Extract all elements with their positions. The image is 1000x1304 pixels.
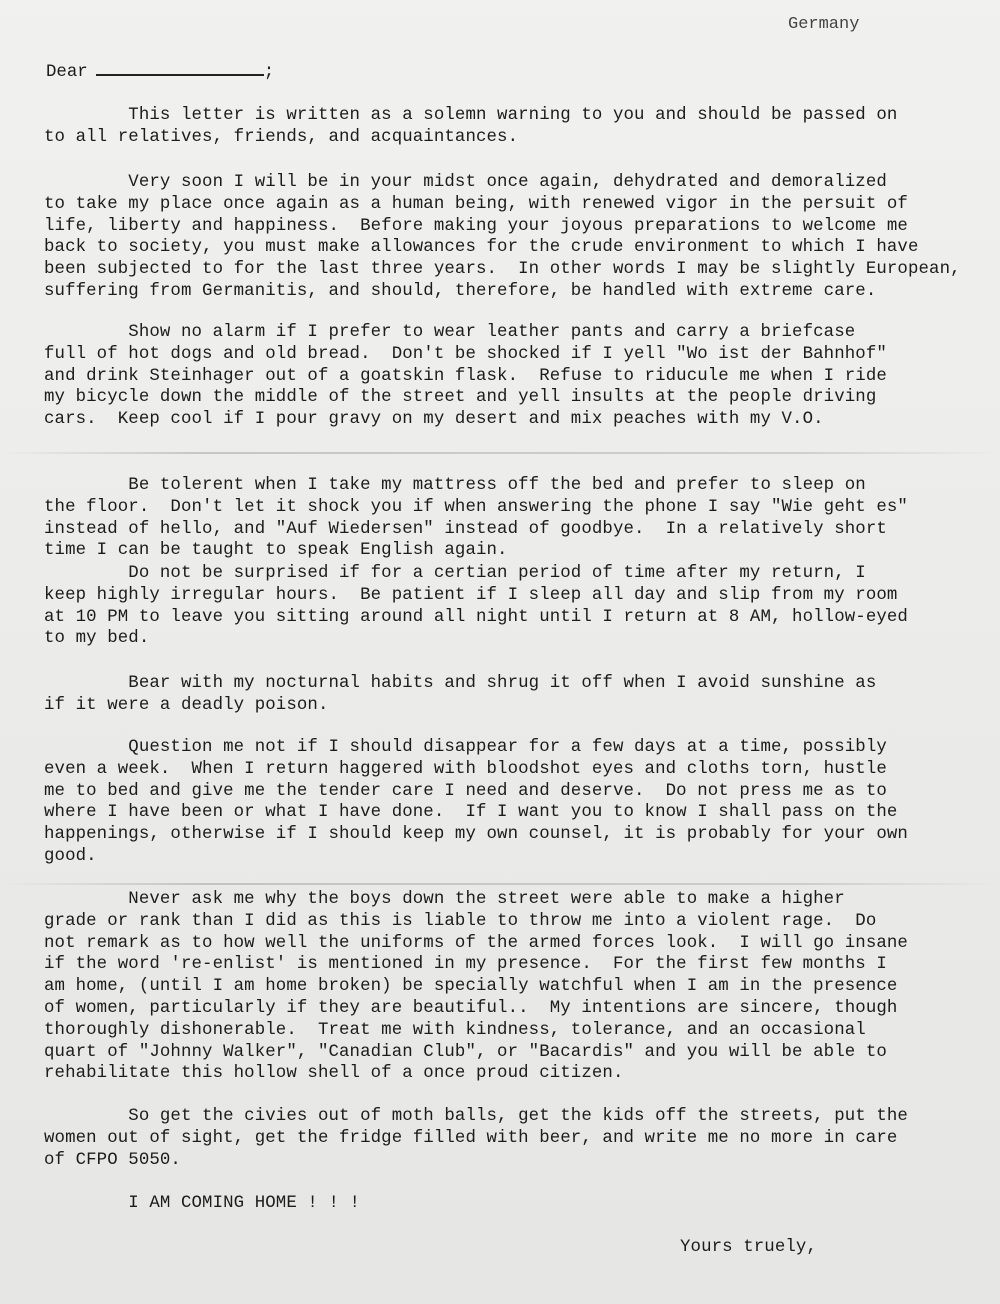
paragraph-2-line: suffering from Germanitis, and should, therefore, be handled with extreme care. <box>44 282 877 301</box>
paragraph-9-line: of CFPO 5050. <box>44 1150 181 1170</box>
paragraph-1-line: This letter is written as a solemn warning to you and should be passed on <box>44 106 898 125</box>
salutation <box>46 62 274 82</box>
paragraph-6-line: Bear with my nocturnal habits and shrug it off when I avoid sunshine as <box>44 674 877 693</box>
paragraph-7-line: where I have been or what I have done. If I want you to know I shall pass on the <box>44 803 898 823</box>
salutation-punctuation: ; <box>263 63 275 82</box>
paragraph-1-line: to all relatives, friends, and acquaintances. <box>44 127 519 147</box>
paragraph-2-line: to take my place once again as a human being, with renewed vigor in the persuit of <box>44 194 908 214</box>
paragraph-8-line: rehabilitate this hollow shell of a once proud citizen. <box>44 1064 624 1084</box>
salutation-word: Dear <box>46 63 88 82</box>
paragraph-7-line: me to bed and give me the tender care I need and deserve. Do not press me as to <box>44 781 887 801</box>
paragraph-3-line: cars. Keep cool if I pour gravy on my desert and mix peaches with my V.O. <box>44 410 824 430</box>
paragraph-7-line: Question me not if I should disappear for a few days at a time, possibly <box>44 738 887 757</box>
paragraph-9-line: So get the civies out of moth balls, get the kids off the streets, put the <box>44 1107 908 1126</box>
paragraph-8-line: quart of "Johnny Walker", "Canadian Club", or "Bacardis" and you will be able to <box>44 1042 887 1062</box>
paragraph-6-line: if it were a deadly poison. <box>44 695 329 715</box>
paragraph-4-line: Be tolerent when I take my mattress off the bed and prefer to sleep on <box>44 476 866 495</box>
paragraph-2-line: been subjected to for the last three years. In other words I may be slightly European, <box>44 260 961 280</box>
paragraph-4-line: time I can be taught to speak English again. <box>44 541 508 561</box>
paragraph-10-line: I AM COMING HOME ! ! ! <box>44 1194 361 1213</box>
paragraph-3-line: Show no alarm if I prefer to wear leather pants and carry a briefcase <box>44 323 856 342</box>
paragraph-4-line: the floor. Don't let it shock you if when answering the phone I say "Wie geht es" <box>44 497 908 517</box>
paragraph-8-line: thoroughly dishonerable. Treat me with kindness, tolerance, and an occasional <box>44 1020 866 1040</box>
paragraph-4-line: instead of hello, and "Auf Wiedersen" instead of goodbye. In a relatively short <box>44 519 887 539</box>
paragraph-2-line: life, liberty and happiness. Before making your joyous preparations to welcome me <box>44 216 908 236</box>
paragraph-3-line: my bicycle down the middle of the street and yell insults at the people driving <box>44 388 877 408</box>
paragraph-2-line: back to society, you must make allowances for the crude environment to which I have <box>44 238 919 258</box>
paragraph-2-line: Very soon I will be in your midst once again, dehydrated and demoralized <box>44 173 887 192</box>
paragraph-8-line: grade or rank than I did as this is liable to throw me into a violent rage. Do <box>44 911 877 931</box>
paragraph-3-line: full of hot dogs and old bread. Don't be shocked if I yell "Wo ist der Bahnhof" <box>44 344 887 364</box>
paragraph-8-line: not remark as to how well the uniforms of the armed forces look. I will go insane <box>44 933 908 953</box>
paper-fold-line <box>0 883 1000 885</box>
paper-fold-line <box>0 452 1000 454</box>
paragraph-8-line: Never ask me why the boys down the street were able to make a higher <box>44 890 845 909</box>
recipient-blank-line <box>96 62 264 76</box>
letter-location: Germany <box>788 15 860 34</box>
paragraph-7-line: good. <box>44 847 97 866</box>
paragraph-5-line: keep highly irregular hours. Be patient if I sleep all day and slip from my room <box>44 585 898 605</box>
paragraph-5-line: at 10 PM to leave you sitting around all night until I return at 8 AM, hollow-eyed <box>44 607 908 627</box>
paragraph-8-line: am home, (until I am home broken) be specially watchful when I am in the presence <box>44 977 898 997</box>
paragraph-8-line: if the word 're-enlist' is mentioned in my presence. For the first few months I <box>44 955 887 975</box>
closing-line: Yours truely, <box>680 1238 817 1257</box>
paragraph-7-line: even a week. When I return haggered with bloodshot eyes and cloths torn, hustle <box>44 759 887 779</box>
paragraph-5-line: to my bed. <box>44 629 150 649</box>
paragraph-3-line: and drink Steinhager out of a goatskin flask. Refuse to riducule me when I ride <box>44 366 887 386</box>
paragraph-9-line: women out of sight, get the fridge filled with beer, and write me no more in care <box>44 1128 898 1148</box>
paragraph-7-line: happenings, otherwise if I should keep my own counsel, it is probably for your own <box>44 825 908 845</box>
paragraph-5-line: Do not be surprised if for a certian period of time after my return, I <box>44 564 866 583</box>
paragraph-8-line: of women, particularly if they are beautiful.. My intentions are sincere, though <box>44 999 898 1018</box>
